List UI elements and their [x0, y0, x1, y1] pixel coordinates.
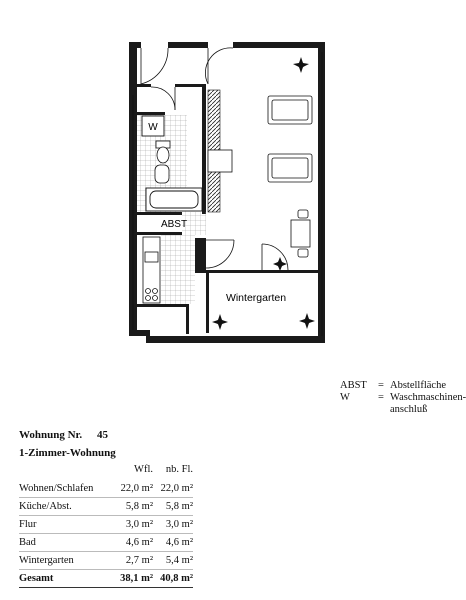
storage-label: ABST: [160, 219, 188, 230]
room-name: Küche/Abst.: [19, 498, 113, 516]
column-header-nbfl: nb. Fl.: [165, 463, 193, 475]
legend-key: W: [340, 392, 350, 403]
table-row: [19, 552, 193, 570]
apartment-number-label: Wohnung Nr.: [19, 429, 83, 441]
plant-icon: [273, 257, 287, 271]
table-row: [19, 498, 193, 516]
legend-eq: =: [378, 392, 384, 403]
legend-key: ABST: [340, 380, 367, 391]
total-nbfl: 40,8 m²: [153, 570, 193, 588]
room-wfl: 4,6 m²: [113, 534, 153, 552]
sink: [155, 165, 169, 183]
room-name: Wintergarten: [19, 552, 113, 570]
total-wfl: 38,1 m²: [113, 570, 153, 588]
column-header-wfl: Wfl.: [134, 463, 153, 475]
area-table: [19, 462, 193, 588]
legend: [340, 380, 466, 416]
legend-row-abst: [340, 380, 460, 392]
entrance-door: [141, 48, 233, 84]
legend-row-w: [340, 392, 466, 416]
table-row: [19, 480, 193, 498]
room-name: Bad: [19, 534, 113, 552]
room-nbfl: 4,6 m²: [153, 534, 193, 552]
room-name: Wohnen/Schlafen: [19, 480, 113, 498]
toilet: [156, 141, 170, 163]
washer-label: W: [148, 122, 158, 133]
room-wfl: 3,0 m²: [113, 516, 153, 534]
apartment-number: 45: [97, 429, 108, 441]
plant-icon: [293, 57, 309, 73]
wintergarden-label: Wintergarten: [225, 292, 287, 304]
table-total-row: [19, 570, 193, 588]
bathtub: [146, 188, 202, 211]
living-door: [206, 240, 234, 268]
table-row: [19, 534, 193, 552]
sofa-2: [268, 154, 312, 182]
plant-icon: [212, 314, 228, 330]
room-nbfl: 22,0 m²: [153, 480, 193, 498]
built-in-cabinet: [208, 150, 232, 172]
legend-eq: =: [378, 380, 384, 391]
column-header-room: [19, 462, 113, 480]
sofa-1: [268, 96, 312, 124]
room-nbfl: 3,0 m²: [153, 516, 193, 534]
room-wfl: 5,8 m²: [113, 498, 153, 516]
legend-desc: Abstellfläche: [390, 380, 446, 391]
apartment-type: 1-Zimmer-Wohnung: [19, 447, 116, 459]
total-label: Gesamt: [19, 570, 113, 588]
room-wfl: 2,7 m²: [113, 552, 153, 570]
room-name: Flur: [19, 516, 113, 534]
apartment-title: [19, 429, 116, 465]
legend-desc: Waschmaschinen-anschluß: [390, 392, 466, 415]
room-nbfl: 5,4 m²: [153, 552, 193, 570]
kitchen-counter: [143, 237, 160, 303]
wintergarden-door: [262, 244, 288, 270]
table-header-row: [19, 462, 193, 480]
plant-icon: [299, 313, 315, 329]
room-nbfl: 5,8 m²: [153, 498, 193, 516]
bathroom-door: [151, 87, 175, 110]
dining-table: [291, 210, 310, 257]
room-wfl: 22,0 m²: [113, 480, 153, 498]
kitchen-tiles: [161, 235, 195, 304]
table-row: [19, 516, 193, 534]
